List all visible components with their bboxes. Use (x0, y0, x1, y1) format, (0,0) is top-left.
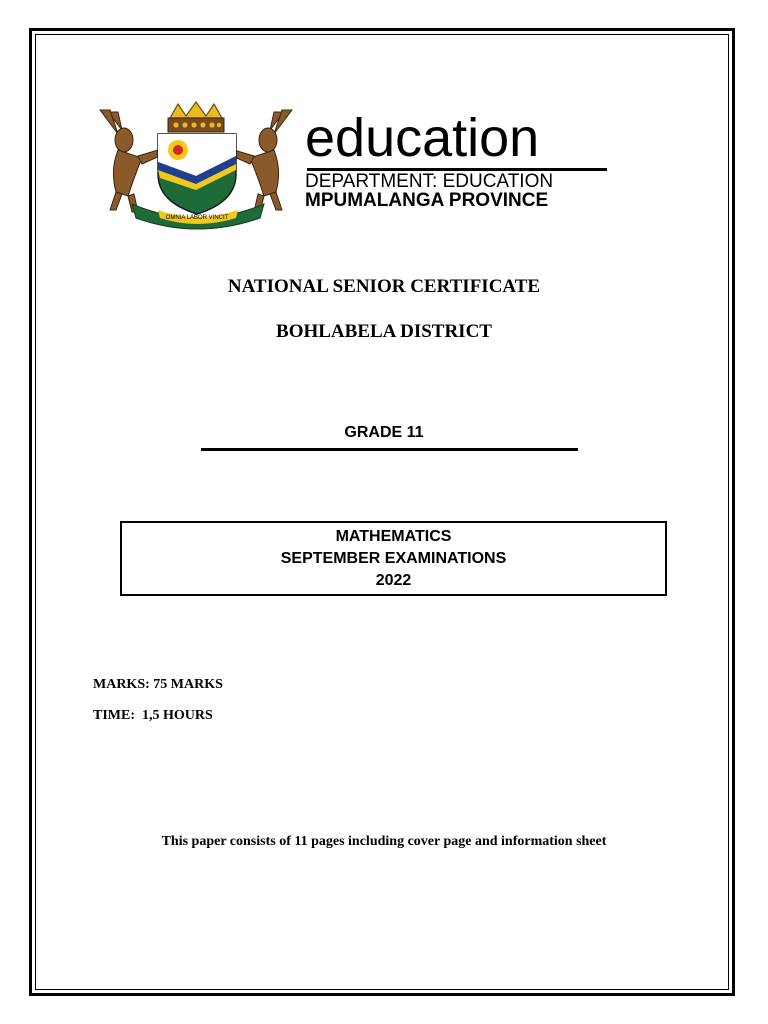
svg-text:OMNIA LABOR VINCIT: OMNIA LABOR VINCIT (165, 215, 229, 221)
page-count-note: This paper consists of 11 pages including cover page and information sheet (161, 834, 607, 849)
subject-label: MATHEMATICS (335, 527, 452, 545)
district-title: BOHLABELA DISTRICT (276, 321, 492, 342)
exam-label: SEPTEMBER EXAMINATIONS (280, 549, 507, 567)
time-label: TIME: 1,5 HOURS (93, 708, 213, 723)
year-label: 2022 (375, 571, 412, 589)
subject-box (120, 521, 667, 596)
wordmark-title: education (305, 108, 540, 168)
marks-label: MARKS: 75 MARKS (93, 677, 223, 692)
grade-label: GRADE 11 (344, 424, 424, 441)
province-label: MPUMALANGA PROVINCE (305, 190, 549, 211)
grade-divider (201, 448, 578, 451)
certificate-title: NATIONAL SENIOR CERTIFICATE (227, 276, 541, 297)
department-label: DEPARTMENT: EDUCATION (305, 171, 554, 192)
